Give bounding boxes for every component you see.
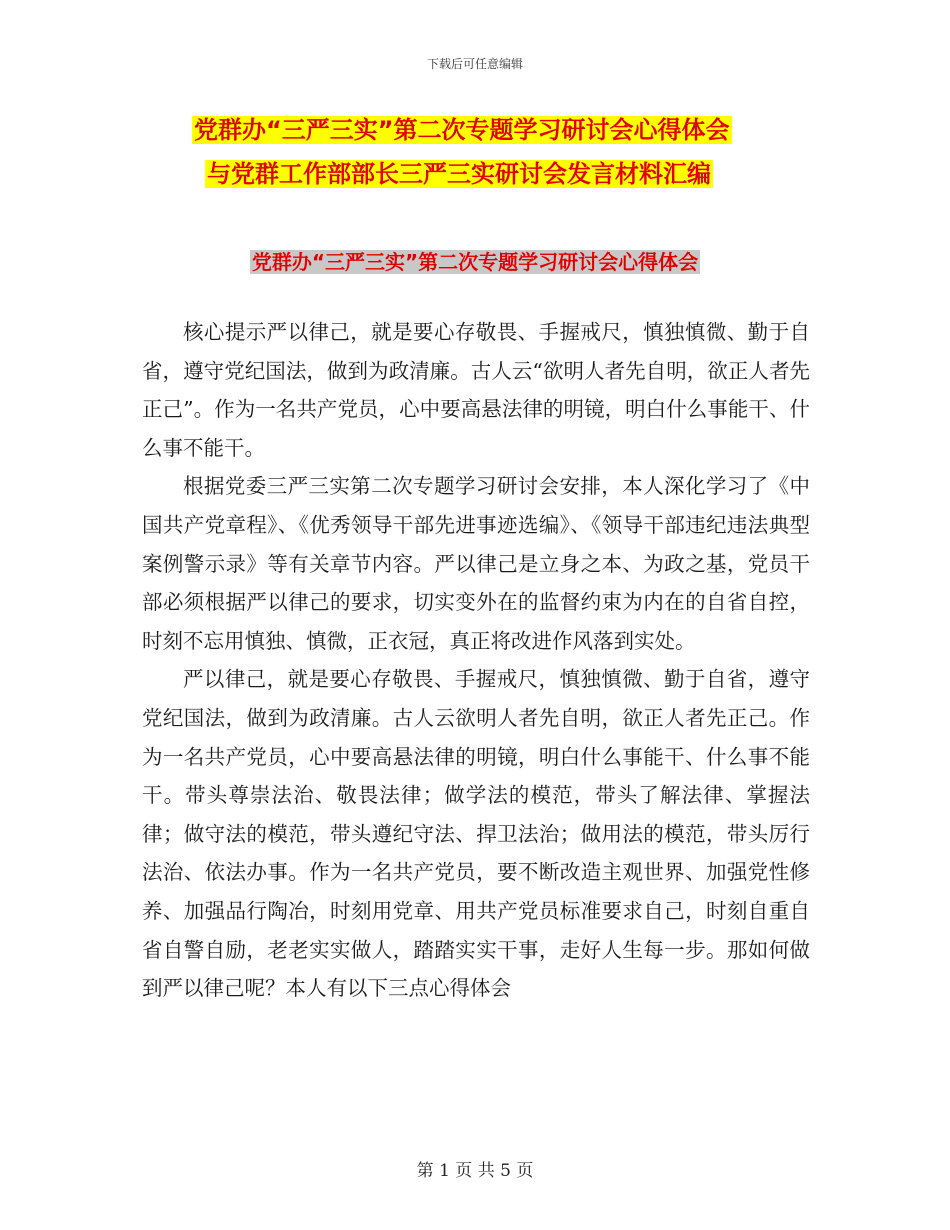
page-footer: 第 1 页 共 5 页: [416, 1161, 534, 1181]
main-title-line-2-text: 与党群工作部部长三严三实研讨会发言材料汇编: [207, 160, 711, 188]
main-title-line-2: [0, 157, 950, 191]
header-note: 下载后可任意编辑: [426, 57, 523, 71]
main-title-line-1-text: 党群办“三严三实”第二次专题学习研讨会心得体会: [194, 116, 730, 144]
paragraph: 根据党委三严三实第二次专题学习研讨会安排，本人深化学习了《中国共产党章程》、《优秀领导干部先进事迹选编》、《领导干部违纪违法典型案例警示录》等有关章节内容。严以律己是立身之本、为政之基，党员干部必须根据严以律己的要求，切实变外在的监督约束为内在的自省自控，时刻不忘用慎独、慎微，正衣冠，真正将改进作风落到实处。: [142, 474, 810, 653]
main-title-line-1: [0, 113, 950, 147]
paragraph: 严以律己，就是要心存敬畏、手握戒尺，慎独慎微、勤于自省，遵守党纪国法，做到为政清廉。古人云欲明人者先自明，欲正人者先正己。作为一名共产党员，心中要高悬法律的明镜，明白什么事能干、什么事不能干。带头尊崇法治、敬畏法律；做学法的模范，带头了解法律、掌握法律；做守法的模范，带头遵纪守法、捍卫法治；做用法的模范，带头厉行法治、依法办事。作为一名共产党员，要不断改造主观世界、加强党性修养、加强品行陶冶，时刻用党章、用共产党员标准要求自己，时刻自重自省自警自励，老老实实做人，踏踏实实干事，走好人生每一步。那如何做到严以律己呢？本人有以下三点心得体会: [142, 667, 810, 1001]
paragraph: 核心提示严以律己，就是要心存敬畏、手握戒尺，慎独慎微、勤于自省，遵守党纪国法，做到为政清廉。古人云“欲明人者先自明，欲正人者先正己”。作为一名共产党员，心中要高悬法律的明镜，明白什么事能干、什么事不能干。: [142, 320, 810, 460]
section-title: [0, 247, 950, 277]
document-body: [142, 313, 810, 1008]
section-title-text: 党群办“三严三实”第二次专题学习研讨会心得体会: [251, 250, 699, 274]
